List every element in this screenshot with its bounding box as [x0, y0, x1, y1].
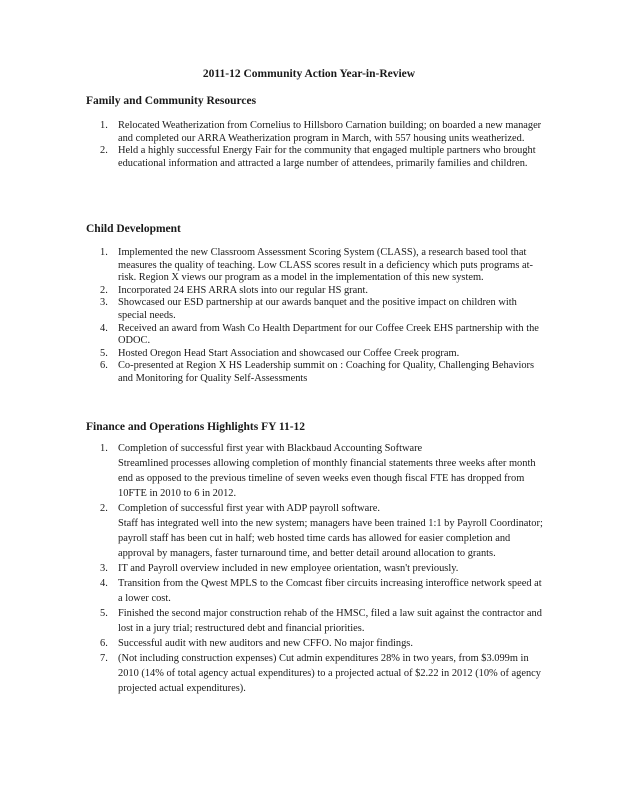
- section-heading-family: Family and Community Resources: [86, 95, 257, 107]
- list-item: 4. Received an award from Wash Co Health Department for our Coffee Creek EHS partnership with the ODOC.: [100, 322, 539, 347]
- list-item: 7. (Not including construction expenses) Cut admin expenditures 28% in two years, from $3.099m in 2010 (14% of total agency actual expenditures) to a projected actual of $2.22 in 2012 (10% of agency projected actual expenditures).: [100, 653, 541, 694]
- section-heading-finance: Finance and Operations Highlights FY 11-12: [86, 421, 306, 433]
- list-item: 1. Completion of successful first year with Blackbaud Accounting Software Streamlined processes allowing completion of monthly financial statements three weeks after month end as opposed to the previous timeline of seven weeks even though fiscal FTE has dropped from 10FTE in 2010 to 6 in 2012.: [100, 443, 536, 499]
- list-item: 6. Successful audit with new auditors and new CFFO. No major findings.: [100, 638, 413, 649]
- list-item: 1. Relocated Weatherization from Cornelius to Hillsboro Carnation building; on boarded a new manager and completed our ARRA Weatherization program in March, with 557 housing units weatherized.: [100, 120, 542, 144]
- list-item: 4. Transition from the Qwest MPLS to the Comcast fiber circuits increasing interoffice network speed at a lower cost.: [100, 578, 542, 604]
- list-item: 2. Completion of successful first year with ADP payroll software. Staff has integrated well into the new system; managers have been trained 1:1 by Payroll Coordinator; payroll staff has been cut in half; web hosted time cards has allowed for easier completion and approval by managers, faster turnaround time, and better detail around allocation to grants.: [100, 503, 543, 559]
- child-list: [86, 247, 548, 386]
- list-item: 5. Finished the second major construction rehab of the HMSC, filed a law suit against the contractor and lost in a jury trial; restructured debt and financial priorities.: [100, 608, 542, 634]
- section-heading-child: Child Development: [86, 223, 181, 235]
- list-item: 2. Held a highly successful Energy Fair for the community that engaged multiple partners who brought educational information and attracted a large number of attendees, primarily families and children.: [100, 145, 536, 169]
- finance-list: [86, 441, 548, 696]
- list-item: 3. IT and Payroll overview included in new employee orientation, wasn't previously.: [100, 563, 459, 574]
- list-item: 1. Implemented the new Classroom Assessment Scoring System (CLASS), a research based tool that measures the quality of teaching. Low CLASS scores result in a deficiency which puts programs at-risk. Region X views our program as a model in the implementation of this new system.: [100, 247, 533, 284]
- family-list: [86, 120, 548, 170]
- list-item: 6. Co-presented at Region X HS Leadership summit on : Coaching for Quality, Challenging Behaviors and Monitoring for Quality Self-Assessments: [100, 360, 535, 384]
- list-item: 2. Incorporated 24 EHS ARRA slots into our regular HS grant.: [100, 284, 368, 296]
- document-title: 2011-12 Community Action Year-in-Review: [202, 68, 416, 80]
- list-item: 3. Showcased our ESD partnership at our awards banquet and the positive impact on children with special needs.: [100, 297, 517, 321]
- list-item: 5. Hosted Oregon Head Start Association and showcased our Coffee Creek program.: [100, 347, 460, 359]
